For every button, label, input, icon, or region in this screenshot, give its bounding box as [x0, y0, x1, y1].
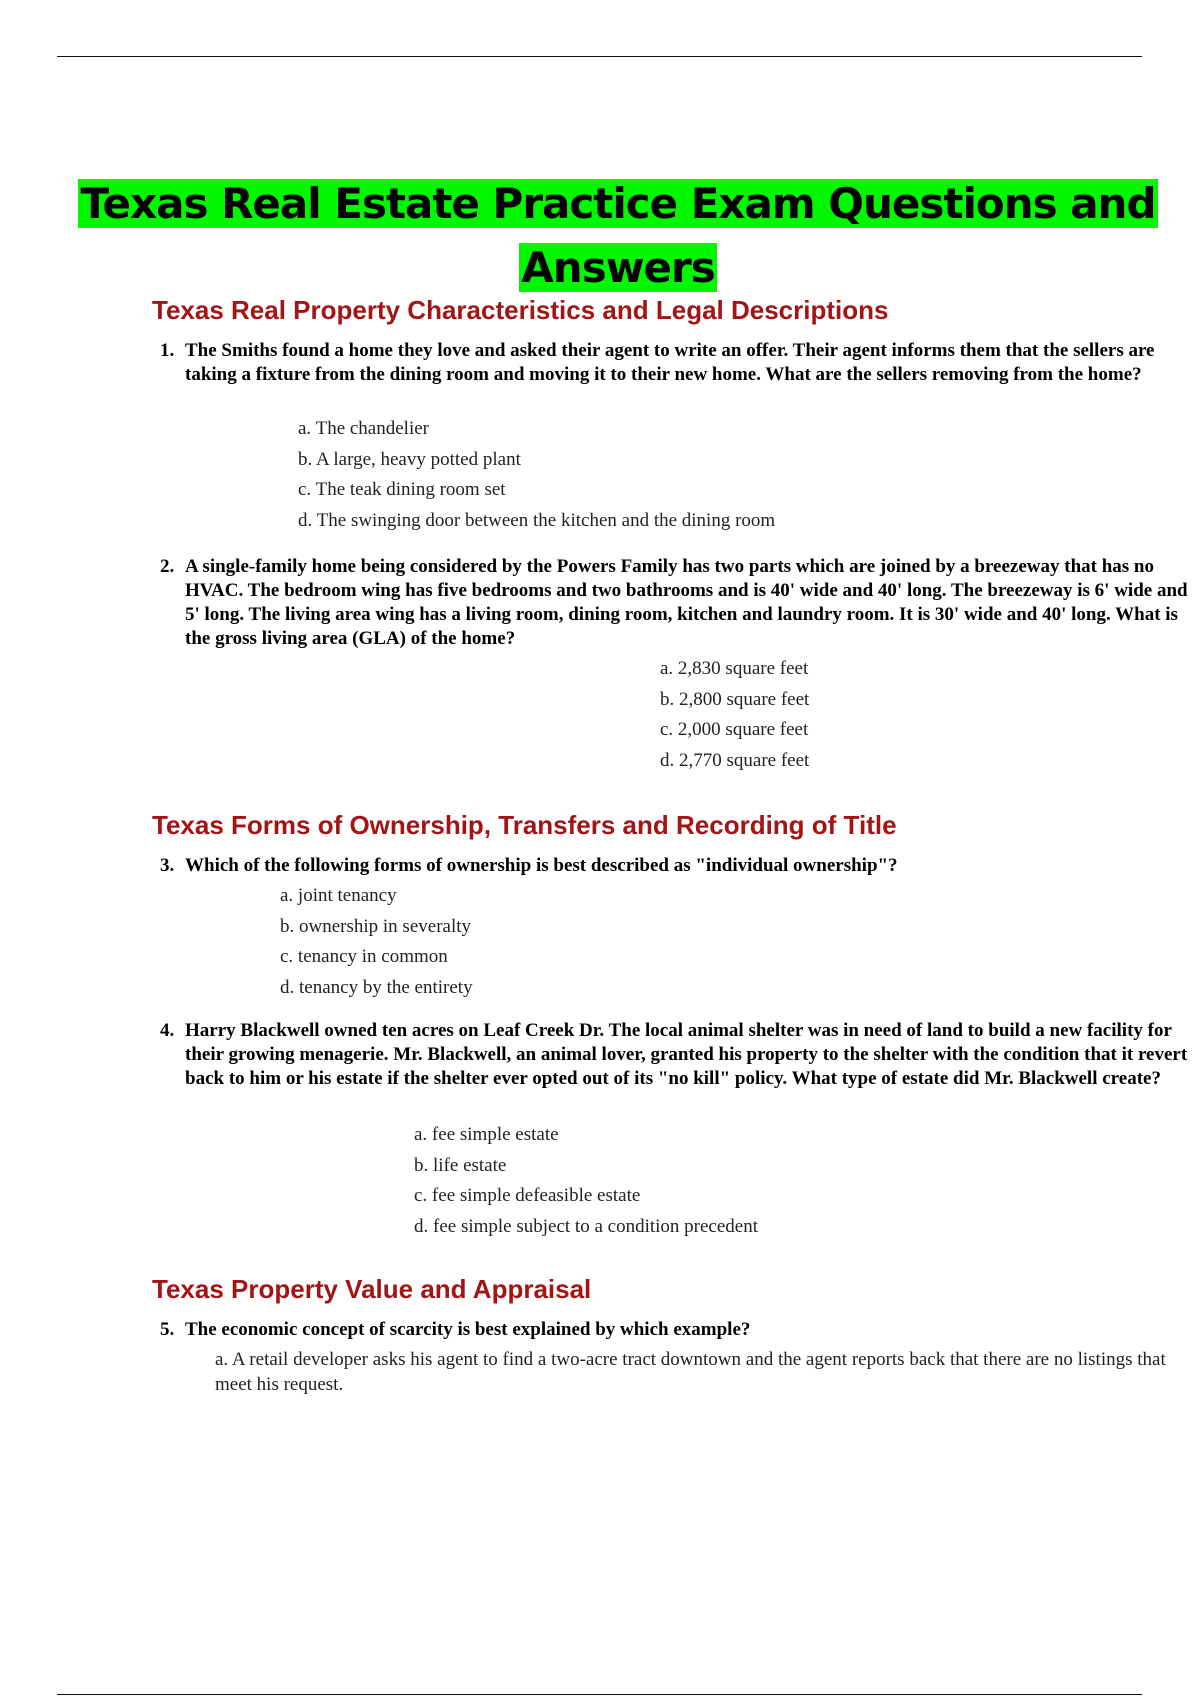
question-text: Which of the following forms of ownership is best described as "individual ownership"?	[185, 855, 898, 876]
question-1-options	[298, 414, 775, 536]
answer-option[interactable]: d. fee simple subject to a condition precedent	[414, 1215, 758, 1237]
question-text: Harry Blackwell owned ten acres on Leaf Creek Dr. The local animal shelter was in need of land to build a new facility for their growing menagerie. Mr. Blackwell, an animal lover, granted his property to the shelter with the condition that it revert back to him or his estate if the shelter ever opted out of its "no kill" policy. What type of estate did Mr. Blackwell create?	[185, 1020, 1188, 1089]
section-heading-forms-of-ownership: Texas Forms of Ownership, Transfers and Recording of Title	[152, 810, 897, 840]
section-heading-property-value: Texas Property Value and Appraisal	[152, 1274, 592, 1304]
title-line-1: Texas Real Estate Practice Exam Questions and	[80, 179, 1156, 229]
question-number: 3.	[160, 855, 175, 876]
answer-option[interactable]: d. 2,770 square feet	[660, 749, 810, 771]
answer-option[interactable]: d. tenancy by the entirety	[280, 976, 473, 998]
answer-option[interactable]: c. The teak dining room set	[298, 479, 506, 500]
answer-option[interactable]: b. A large, heavy potted plant	[298, 448, 521, 470]
answer-option[interactable]: b. ownership in severalty	[280, 915, 472, 937]
answer-option[interactable]: b. 2,800 square feet	[660, 688, 810, 710]
question-3-options	[280, 881, 473, 1003]
top-rule	[57, 56, 1142, 57]
answer-option[interactable]: a. joint tenancy	[280, 885, 397, 906]
answer-option[interactable]: c. tenancy in common	[280, 946, 448, 967]
answer-option[interactable]: c. fee simple defeasible estate	[414, 1185, 641, 1206]
answer-option[interactable]: a. fee simple estate	[414, 1124, 559, 1145]
question-number: 2.	[160, 556, 175, 577]
question-2-options	[660, 654, 809, 776]
question-number: 4.	[160, 1020, 175, 1041]
question-number: 5.	[160, 1319, 175, 1340]
answer-option[interactable]: a. 2,830 square feet	[660, 658, 809, 679]
question-5-options	[215, 1347, 1185, 1397]
question-text: The economic concept of scarcity is best explained by which example?	[185, 1319, 751, 1340]
answer-option[interactable]: b. life estate	[414, 1154, 507, 1176]
document-title	[0, 172, 1200, 300]
answer-option[interactable]: a. A retail developer asks his agent to find a two-acre tract downtown and the agent reports back that there are no listings that meet his request.	[215, 1349, 1166, 1395]
answer-option[interactable]: d. The swinging door between the kitchen and the dining room	[298, 509, 776, 531]
bottom-rule	[57, 1694, 1142, 1695]
question-1	[160, 339, 1190, 387]
title-line-2: Answers	[521, 243, 715, 293]
question-5	[160, 1318, 1190, 1342]
question-4-options	[414, 1120, 758, 1242]
answer-option[interactable]: a. The chandelier	[298, 418, 429, 439]
answer-option[interactable]: c. 2,000 square feet	[660, 719, 809, 740]
question-4	[160, 1019, 1195, 1091]
question-text: The Smiths found a home they love and asked their agent to write an offer. Their agent informs them that the sellers are taking a fixture from the dining room and moving it to their new home. What are the sellers removing from the home?	[185, 340, 1155, 385]
section-heading-property-characteristics: Texas Real Property Characteristics and Legal Descriptions	[152, 295, 889, 325]
question-3	[160, 854, 1190, 878]
question-2	[160, 555, 1195, 651]
question-number: 1.	[160, 340, 175, 361]
question-text: A single-family home being considered by the Powers Family has two parts which are joined by a breezeway that has no HVAC. The bedroom wing has five bedrooms and two bathrooms and is 40' wide and 40' long. The breezeway is 6' wide and 5' long. The living area wing has a living room, dining room, kitchen and laundry room. It is 30' wide and 40' long. What is the gross living area (GLA) of the home?	[185, 556, 1188, 649]
